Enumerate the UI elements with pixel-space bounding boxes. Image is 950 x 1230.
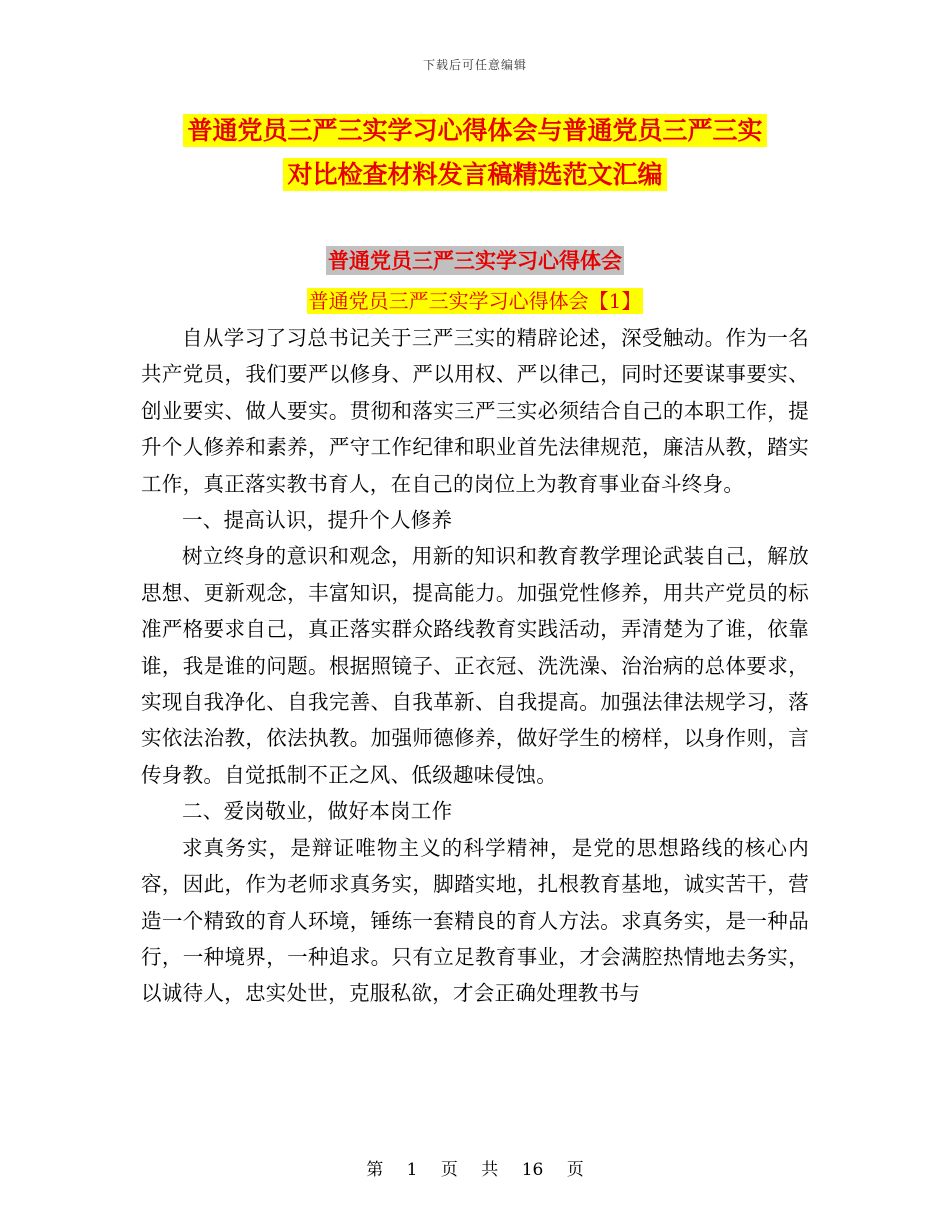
document-body [141,320,809,1012]
footer-page-number: 1 [406,1160,418,1180]
document-title-line-2 [0,158,950,192]
section-title-text: 普通党员三严三实学习心得体会 [328,248,622,273]
body-paragraph: 树立终身的意识和观念，用新的知识和教育教学理论武装自己，解放思想、更新观念，丰富知识，提高能力。加强党性修养，用共产党员的标准严格要求自己，真正落实群众路线教育实践活动，弄清楚为了谁，依靠谁，我是谁的问题。根据照镜子、正衣冠、洗洗澡、治治病的总体要求，实现自我净化、自我完善、自我革新、自我提高。加强法律法规学习，落实依法治教，依法执教。加强师德修养，做好学生的榜样，以身作则，言传身教。自觉抵制不正之风、低级趣味侵蚀。 [141,544,809,787]
footer-page-unit: 页 [440,1160,458,1180]
body-paragraph: 求真务实，是辩证唯物主义的科学精神，是党的思想路线的核心内容，因此，作为老师求真务实，脚踏实地，扎根教育基地，诚实苦干，营造一个精致的育人环境，锤练一套精良的育人方法。求真务实，是一种品行，一种境界，一种追求。只有立足教育事业，才会满腔热情地去务实，以诚待人，忠实处世，克服私欲，才会正确处理教书与 [141,835,809,1006]
section-subtitle-text: 普通党员三严三实学习心得体会【1】 [308,289,642,313]
body-heading-1: 一、提高认识，提升个人修养 [182,508,453,533]
document-title-line-1-text: 普通党员三严三实学习心得体会与普通党员三严三实 [183,114,766,147]
section-subtitle [0,286,950,316]
footer-total-unit: 页 [566,1160,584,1180]
document-title-line-1 [0,114,950,148]
footer-total-pages: 16 [521,1160,544,1180]
body-heading-2: 二、爱岗敬业，做好本岗工作 [182,799,453,824]
footer-total-label: 共 [481,1160,499,1180]
footer-page-label: 第 [366,1160,384,1180]
page-header-note: 下载后可任意编辑 [422,58,527,72]
section-title [0,246,950,276]
body-paragraph: 自从学习了习总书记关于三严三实的精辟论述，深受触动。作为一名共产党员，我们要严以修身、严以用权、严以律己，同时还要谋事要实、创业要实、做人要实。贯彻和落实三严三实必须结合自己的本职工作，提升个人修养和素养，严守工作纪律和职业首先法律规范，廉洁从教，踏实工作，真正落实教书育人，在自己的岗位上为教育事业奋斗终身。 [141,326,809,496]
page-footer [0,1155,950,1180]
document-title-line-2-text: 对比检查材料发言稿精选范文汇编 [283,158,666,191]
